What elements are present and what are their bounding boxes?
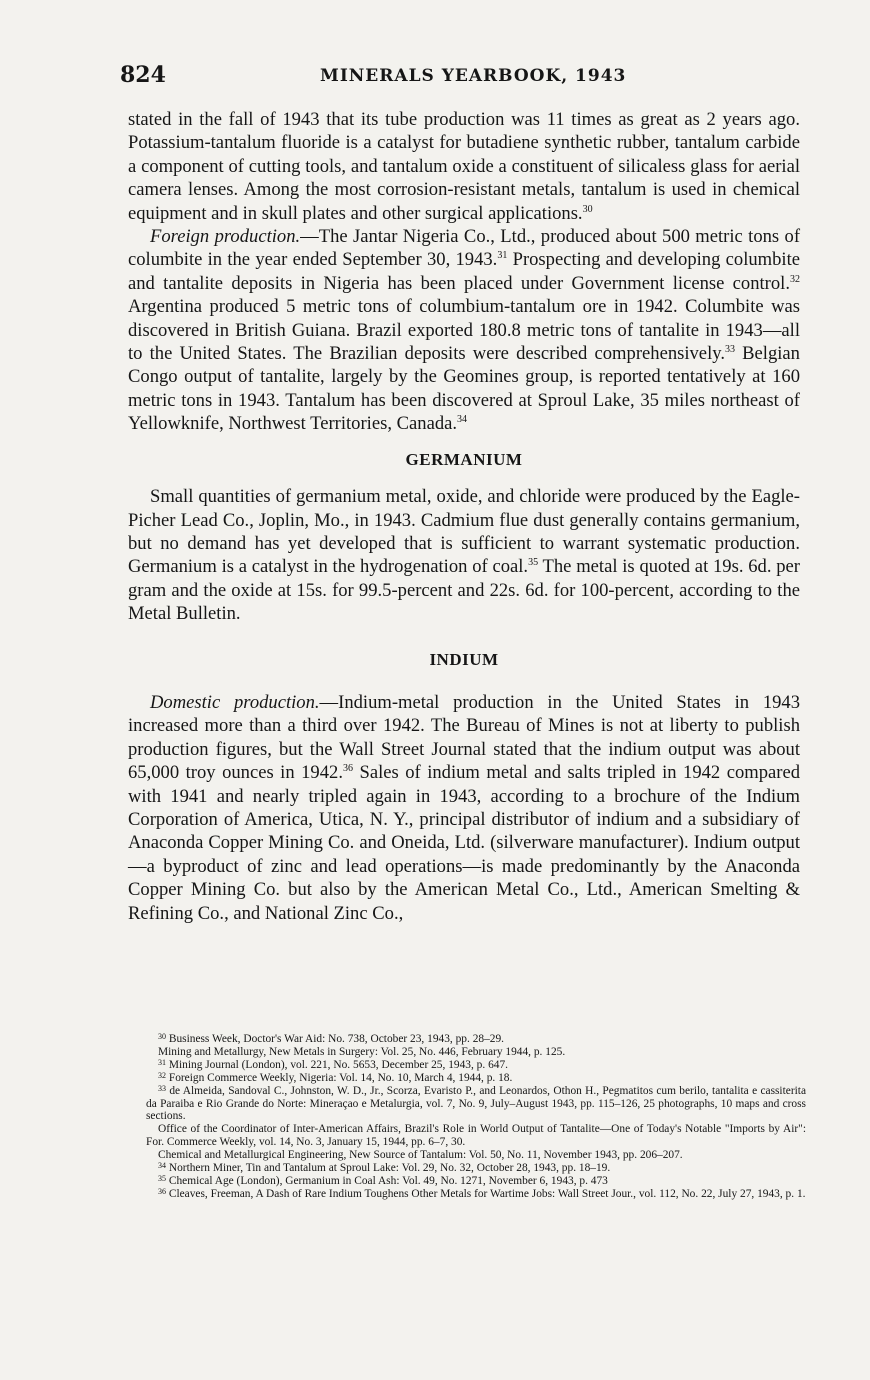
- tantalum-foreign-production-paragraph: [128, 225, 800, 436]
- footnote-ref: 33: [724, 344, 735, 356]
- footnote-ref: 32: [790, 273, 800, 285]
- run-in-heading: Foreign production.: [150, 226, 301, 248]
- page-header: [120, 62, 800, 92]
- footnote-text: Chemical and Metallurgical Engineering, New Source of Tantalum: Vol. 50, No. 11, November 1943, pp. 206–207.: [158, 1149, 683, 1162]
- footnotes: [146, 1033, 806, 1201]
- germanium-paragraph: [128, 485, 800, 625]
- footnote: [146, 1149, 806, 1162]
- footnote-mark: 30: [158, 1032, 166, 1041]
- paragraph-text: Prospecting and developing columbite and tantalite deposits in Nigeria has been placed under Government license control.: [128, 249, 800, 294]
- paragraph-text: Belgian Congo output of tantalite, largely by the Geomines group, is reported tentatively at 160 metric tons in 1943. Tantalum has been discovered at Sproul Lake, 35 miles northeast of Yellowknife, Northwest Territories, Canada.: [128, 343, 800, 435]
- paragraph-text: The metal is quoted at 19s. 6d. per gram and the oxide at 15s. for 99.5-percent and 22s. 6d. for 100-percent, according to the Metal Bulletin.: [128, 556, 800, 625]
- paragraph-text: Argentina produced 5 metric tons of columbium-tantalum ore in 1942. Columbite was discovered in British Guiana. Brazil exported 180.8 metric tons of tantalite in 1943—all to the United States. The Brazilian deposits were described comprehensively.: [128, 296, 800, 365]
- paragraph-text: Sales of indium metal and salts tripled in 1942 compared with 1941 and nearly tripled again in 1943, according to a brochure of the Indium Corporation of America, Utica, N. Y., principal distributor of indium and a subsidiary of Anaconda Copper Mining Co. and Oneida, Ltd. (silverware manufacturer). Indium output—a byproduct of zinc and lead operations—is made predominantly by the Anaconda Copper Mining Co. but also by the American Metal Co., Ltd., American Smelting & Refining Co., and National Zinc Co.,: [128, 762, 801, 924]
- running-head: MINERALS YEARBOOK, 1943: [320, 66, 627, 86]
- footnote-text: Office of the Coordinator of Inter-American Affairs, Brazil's Role in World Output of Tantalite—One of Today's Notable "Imports by Air": For. Commerce Weekly, vol. 14, No. 3, January 15, 1944, pp. 6–7, 30.: [146, 1123, 806, 1149]
- footnote-text: Northern Miner, Tin and Tantalum at Sproul Lake: Vol. 29, No. 32, October 28, 1943, pp. 18–19.: [168, 1162, 611, 1175]
- footnote: [146, 1085, 806, 1124]
- footnote-mark: 36: [158, 1186, 166, 1196]
- footnote: [146, 1046, 806, 1059]
- footnote: [146, 1059, 806, 1072]
- footnote-mark: 32: [158, 1070, 166, 1080]
- footnote-ref: 36: [342, 763, 353, 775]
- footnote-mark: 33: [158, 1083, 166, 1093]
- footnote-text: Chemical Age (London), Germanium in Coal Ash: Vol. 49, No. 1271, November 6, 1943, p. 473: [168, 1174, 608, 1187]
- paragraph-text: stated in the fall of 1943 that its tube production was 11 times as great as 2 years ago. Potassium-tantalum fluoride is a catalyst for butadiene synthetic rubber, tantalum carbide a component of cutting tools, and tantalum oxide a constituent of silicaless glass for aerial camera lenses. Among the most corrosion-resistant metals, tantalum is used in chemical equipment and in skull plates and other surgical applications.: [128, 109, 800, 224]
- footnote-mark: 31: [158, 1057, 166, 1067]
- footnote: [146, 1175, 806, 1188]
- footnote-text: de Almeida, Sandoval C., Johnston, W. D., Jr., Scorza, Evaristo P., and Leonardos, Othon H., Pegmatitos cum berilo, tantalita e cassiterita da Paraiba e Rio Grande do Norte: Mineraçao e Metalurgia, vol. 7, No. 9, July–August 1943, pp. 115–126, 25 photographs, 10 maps and cross sections.: [146, 1084, 806, 1123]
- footnote: [146, 1033, 806, 1046]
- footnote: [146, 1123, 806, 1149]
- page-number: 824: [120, 62, 166, 88]
- footnote-ref: 30: [582, 203, 593, 215]
- footnote-text: Cleaves, Freeman, A Dash of Rare Indium Toughens Other Metals for Wartime Jobs: Wall Street Jour., vol. 112, No. 22, July 27, 1943, p. 1.: [168, 1187, 806, 1200]
- footnote: [146, 1072, 806, 1085]
- body-text: [128, 108, 800, 925]
- section-heading-indium: INDIUM: [429, 649, 499, 669]
- footnote-text: Business Week, Doctor's War Aid: No. 738, October 23, 1943, pp. 28–29.: [168, 1033, 505, 1045]
- paragraph-text: —Indium-metal production in the United States in 1943 increased more than a third over 1942. The Bureau of Mines is not at liberty to publish production figures, but the Wall Street Journal stated that the indium output was about 65,000 troy ounces in 1942.: [128, 691, 801, 784]
- footnote-ref: 31: [497, 250, 508, 262]
- footnote-mark: 35: [158, 1173, 166, 1183]
- paragraph-text: Small quantities of germanium metal, oxide, and chloride were produced by the Eagle-Picher Lead Co., Joplin, Mo., in 1943. Cadmium flue dust generally contains germanium, but no demand has yet developed that is sufficient to warrant systematic production. Germanium is a catalyst in the hydrogenation of coal.: [128, 486, 800, 578]
- run-in-heading: Domestic production.: [150, 691, 320, 713]
- footnote: [146, 1188, 806, 1201]
- footnote-ref: 34: [457, 414, 468, 426]
- paragraph-text: —The Jantar Nigeria Co., Ltd., produced about 500 metric tons of columbite in the year ended September 30, 1943.: [128, 226, 801, 271]
- footnote: [146, 1162, 806, 1175]
- footnote-text: Foreign Commerce Weekly, Nigeria: Vol. 14, No. 10, March 4, 1944, p. 18.: [168, 1071, 513, 1084]
- tantalum-uses-paragraph: [128, 108, 800, 225]
- footnote-text: Mining and Metallurgy, New Metals in Surgery: Vol. 25, No. 446, February 1944, p. 125.: [158, 1045, 566, 1058]
- footnote-text: Mining Journal (London), vol. 221, No. 5653, December 25, 1943, p. 647.: [168, 1058, 509, 1071]
- footnote-ref: 35: [528, 557, 539, 569]
- section-heading-germanium: GERMANIUM: [405, 449, 523, 469]
- indium-domestic-production-paragraph: [128, 691, 800, 925]
- footnote-mark: 34: [158, 1161, 166, 1171]
